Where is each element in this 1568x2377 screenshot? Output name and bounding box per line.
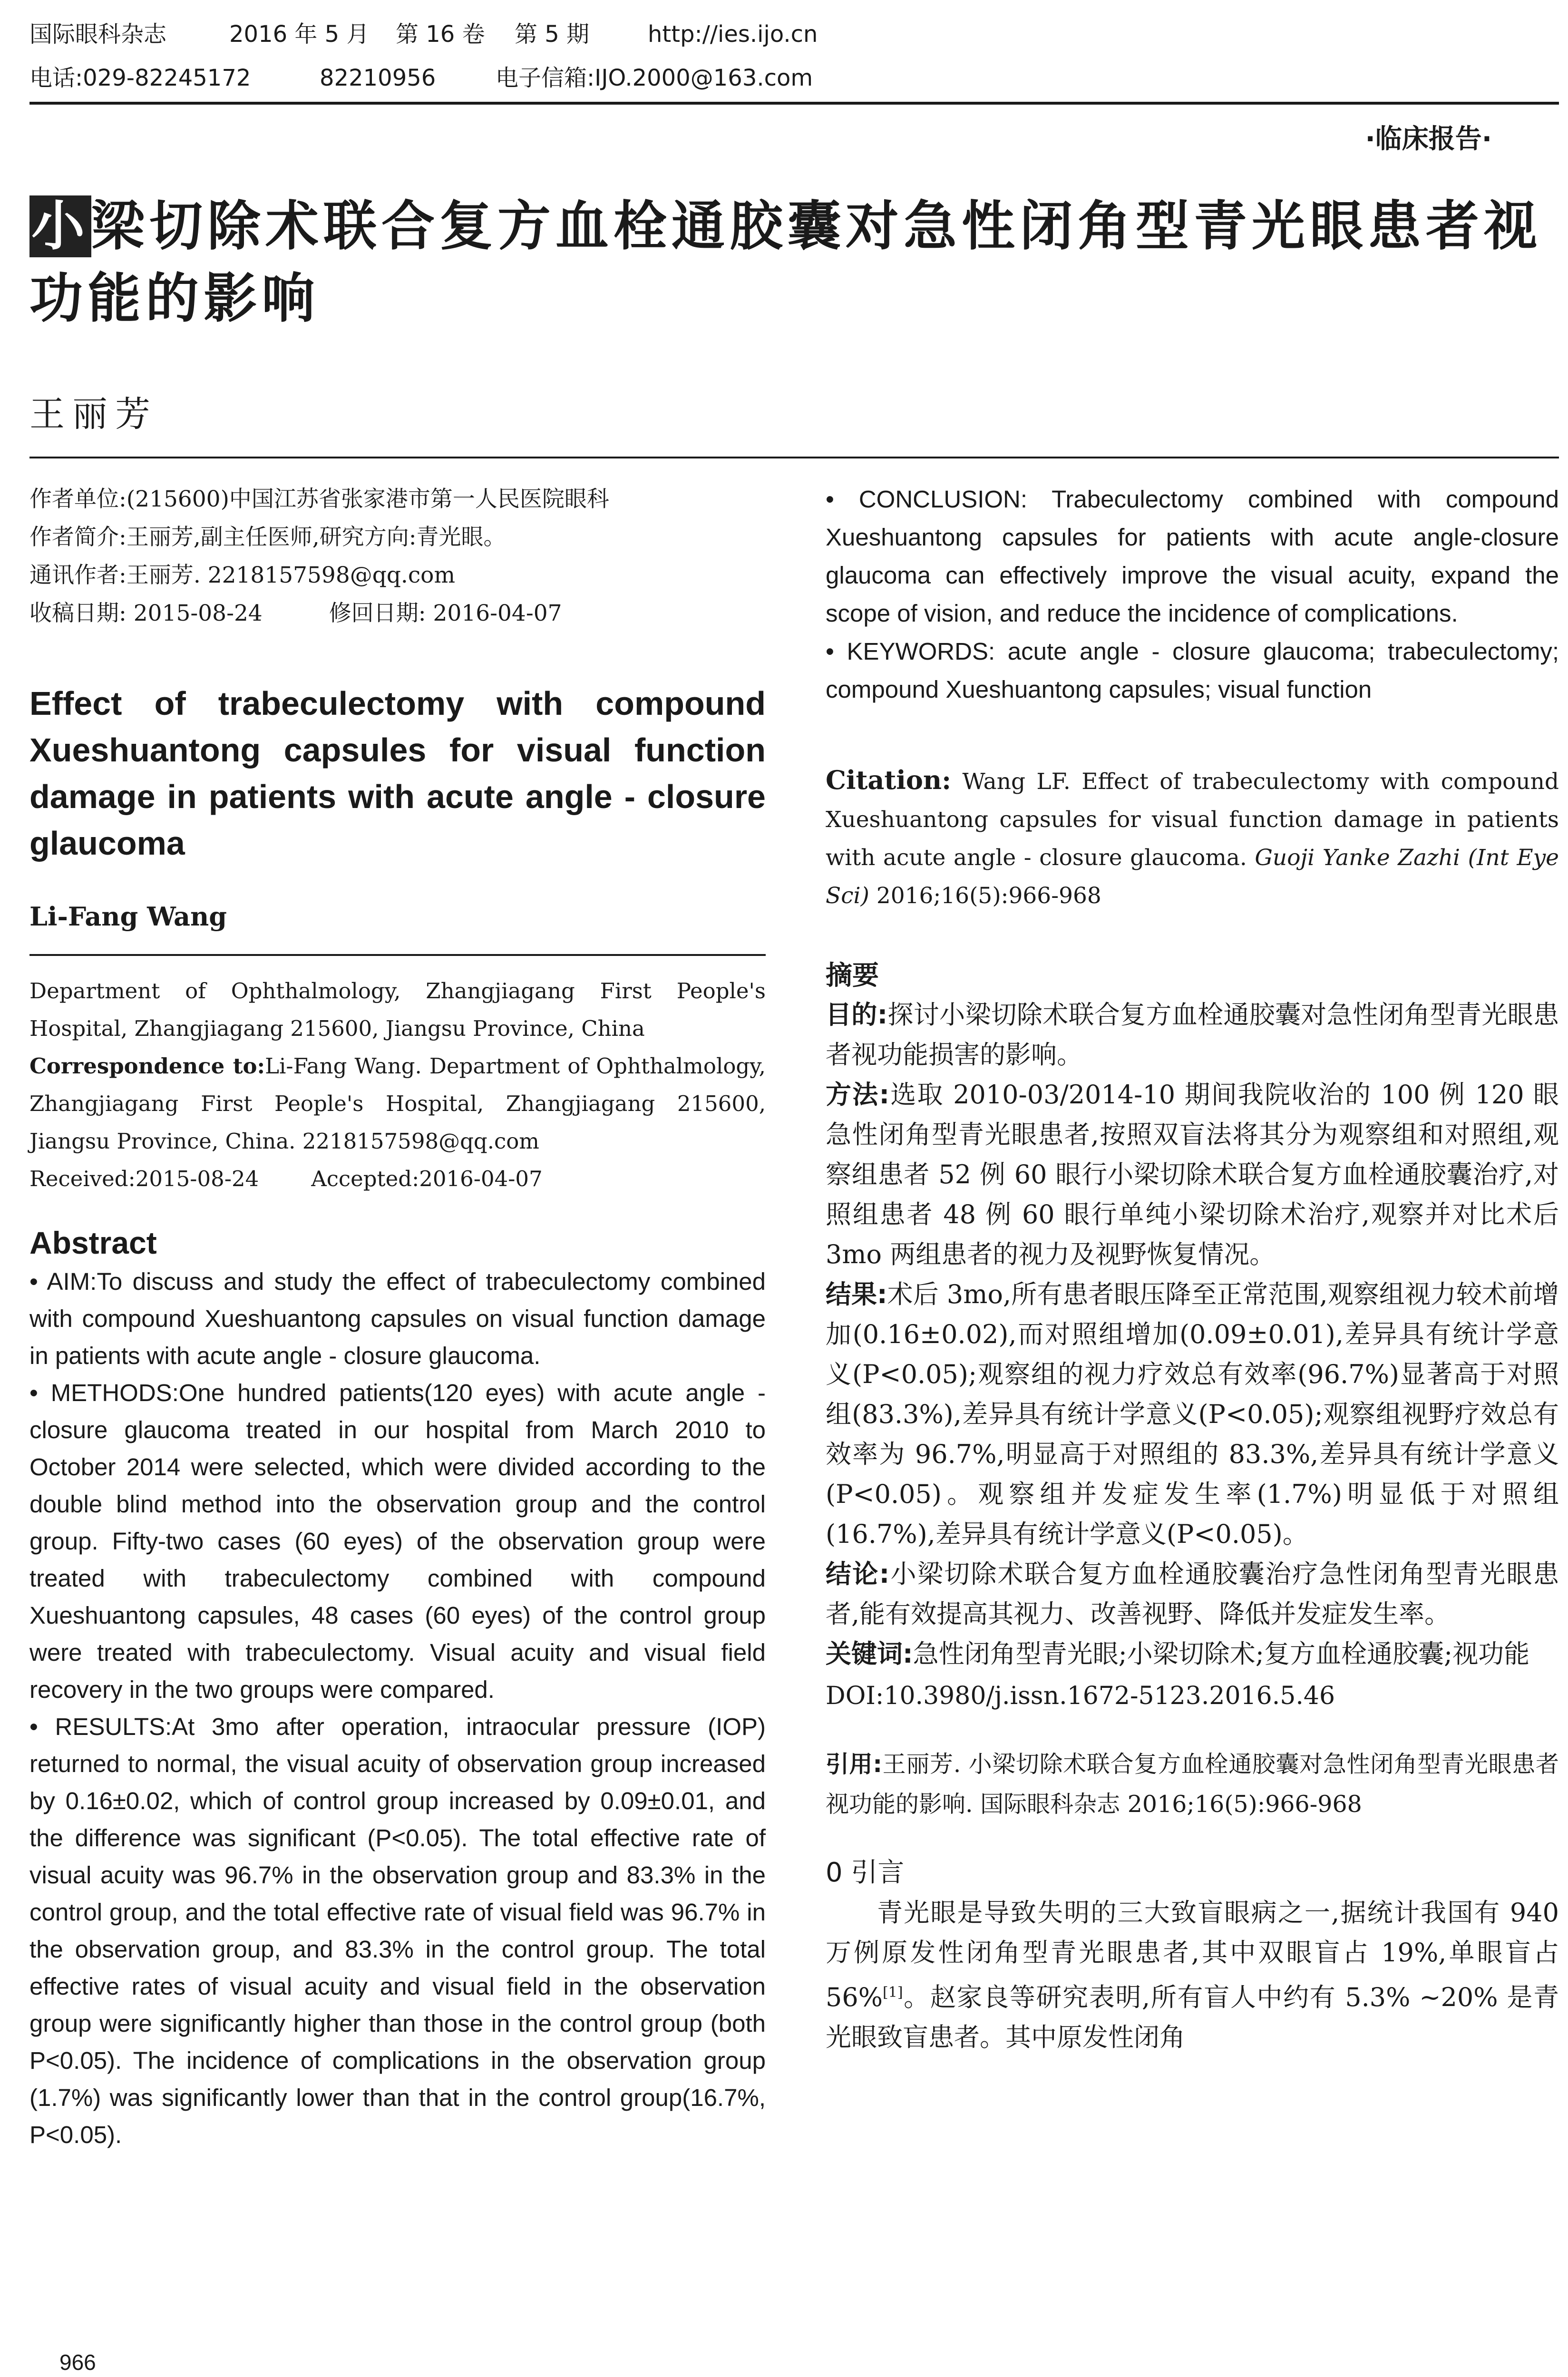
received-date-en: Received:2015-08-24	[29, 1166, 259, 1191]
journal-email: 电子信箱:IJO.2000@163.com	[496, 65, 813, 91]
affiliation-block	[29, 972, 766, 1198]
header-rule	[29, 102, 1559, 105]
left-column	[29, 480, 766, 2153]
accepted-date-en: Accepted:2016-04-07	[311, 1166, 543, 1191]
keywords-text-cn: 急性闭角型青光眼;小梁切除术;复方血栓通胶囊;视功能	[913, 1639, 1530, 1669]
issue-number: 第 5 期	[515, 21, 590, 48]
citation-text: Wang LF. Effect of trabeculectomy with compound Xueshuantong capsules for visual function damage in patients with acute angle - closure glaucoma.	[826, 769, 1559, 871]
keywords-label-cn: 关键词:	[826, 1639, 913, 1669]
abstract-cn-results	[826, 1275, 1559, 1554]
abstract-results: • RESULTS:At 3mo after operation, intraocular pressure (IOP) returned to normal, the visual acuity of observation group increased by 0.16±0.02, which of control group increased by 0.09±0.01, and the difference was significant (P<0.05). The total effective rate of visual acuity was 96.7% in the observation group and 83.3% in the control group, and the total effective rate of visual field was 96.7% in the observation group, and 83.3% in the control group. The total effective rates of visual acuity and visual field in the observation group were significantly higher than those in the control group (both P<0.05). The incidence of complications in the observation group (1.7%) was significantly lower than that in the control group(16.7%, P<0.05).	[29, 1713, 766, 2148]
journal-phone-2: 82210956	[320, 65, 436, 91]
abstract-cn-methods	[826, 1075, 1559, 1275]
page-number: 966	[59, 2350, 96, 2375]
correspondence-en	[29, 1047, 766, 1160]
abstract-aim: • AIM:To discuss and study the effect of trabeculectomy combined with compound Xueshuantong capsules on visual function damage in patients with acute angle - closure glaucoma.	[29, 1268, 766, 1369]
citation-cn	[826, 1744, 1559, 1824]
citation-label: Citation:	[826, 765, 952, 795]
issue-date: 2016 年 5 月	[229, 21, 370, 48]
abstract-cn-heading: 摘要	[826, 960, 879, 991]
abstract-conclusion: • CONCLUSION: Trabeculectomy combined with compound Xueshuantong capsules for patients with acute angle-closure glaucoma can effectively improve the visual acuity, expand the scope of vision, and reduce the incidence of complications.	[826, 486, 1559, 627]
corresponding-author: 通讯作者:王丽芳. 2218157598@qq.com	[29, 562, 456, 588]
section-tag: ·临床报告·	[1365, 124, 1492, 155]
intro-text-1: 青光眼是导致失明的三大致盲眼病之一,据统计我国有 940 万例原发性闭角型青光眼患者,其中双眼盲占 19%,单眼盲占 56%	[826, 1898, 1559, 2012]
title-rule	[29, 457, 1559, 458]
methods-label-cn: 方法:	[826, 1080, 890, 1110]
journal-name: 国际眼科杂志	[29, 21, 167, 48]
citation-volume: 2016;16(5):966-968	[869, 883, 1101, 909]
journal-phone: 电话:029-82245172	[29, 65, 251, 91]
title-rest: 梁切除术联合复方血栓通胶囊对急性闭角型青光眼患者视功能的影响	[29, 195, 1542, 330]
abstract-cn-conclusion	[826, 1554, 1559, 1634]
citation-en	[826, 761, 1559, 915]
intro-heading: 0 引言	[826, 1857, 905, 1888]
affiliation-en: Department of Ophthalmology, Zhangjiagang First People's Hospital, Zhangjiagang 215600, Jiangsu Province, China	[29, 978, 766, 1041]
author-en: Li-Fang Wang	[29, 901, 227, 932]
intro-text-2: 。赵家良等研究表明,所有盲人中约有 5.3% ~20% 是青光眼致盲患者。其中原发性闭角	[826, 1982, 1559, 2052]
results-label-cn: 结果:	[826, 1279, 887, 1309]
author-bio: 作者简介:王丽芳,副主任医师,研究方向:青光眼。	[29, 524, 506, 550]
received-date-cn: 收稿日期: 2015-08-24	[29, 600, 263, 626]
article-title-cn	[29, 190, 1559, 335]
title-first-char: 小	[29, 195, 91, 257]
methods-text-cn: 选取 2010-03/2014-10 期间我院收治的 100 例 120 眼急性闭角型青光眼患者,按照双盲法将其分为观察组和对照组,观察组患者 52 例 60 眼行小梁切除术联合复方血栓通胶囊治疗,对照组患者 48 例 60 眼行单纯小梁切除术治疗,观察并对比术后 3mo 两组患者的视力及视野恢复情况。	[826, 1080, 1559, 1269]
citation-cn-text: 王丽芳. 小梁切除术联合复方血栓通胶囊对急性闭角型青光眼患者视功能的影响. 国际眼科杂志 2016;16(5):966-968	[826, 1751, 1559, 1818]
abstract-heading: Abstract	[29, 1225, 157, 1260]
citation-journal: Guoji Yanke Zazhi (Int Eye Sci)	[826, 845, 1559, 909]
citation-cn-label: 引用:	[826, 1751, 882, 1778]
aim-label-cn: 目的:	[826, 1000, 888, 1030]
correspondence-text: Li-Fang Wang. Department of Ophthalmology, Zhangjiagang First People's Hospital, Zhangjiagang 215600, Jiangsu Province, China. 2218157598@qq.com	[29, 1053, 766, 1154]
doi: DOI:10.3980/j.issn.1672-5123.2016.5.46	[826, 1682, 1335, 1710]
correspondence-label: Correspondence to:	[29, 1053, 265, 1079]
dates-cn	[29, 594, 766, 633]
journal-url: http://ies.ijo.cn	[648, 21, 818, 48]
author-rule	[29, 954, 766, 956]
revised-date-cn: 修回日期: 2016-04-07	[329, 600, 562, 626]
author-cn: 王丽芳	[29, 394, 158, 435]
right-column	[826, 480, 1559, 2057]
intro-reference: [1]	[883, 1984, 903, 2001]
abstract-cn-keywords	[826, 1634, 1559, 1674]
dates-en	[29, 1160, 766, 1198]
abstract-cn-aim	[826, 995, 1559, 1075]
intro-paragraph	[826, 1893, 1559, 2057]
article-title-en: Effect of trabeculectomy with compound Xueshuantong capsules for visual function damage in patients with acute angle - closure glaucoma	[29, 685, 766, 862]
volume: 第 16 卷	[396, 21, 485, 48]
author-unit: 作者单位:(215600)中国江苏省张家港市第一人民医院眼科	[29, 486, 609, 512]
conclusion-label-cn: 结论:	[826, 1559, 890, 1589]
results-text-cn: 术后 3mo,所有患者眼压降至正常范围,观察组视力较术前增加(0.16±0.02),而对照组增加(0.09±0.01),差异具有统计学意义(P<0.05);观察组的视力疗效总有效率(96.7%)显著高于对照组(83.3%),差异具有统计学意义(P<0.05);观察组视野疗效总有效率为 96.7%,明显高于对照组的 83.3%,差异具有统计学意义(P<0.05)。观察组并发症发生率(1.7%)明显低于对照组(16.7%),差异具有统计学意义(P<0.05)。	[826, 1279, 1559, 1549]
aim-text-cn: 探讨小梁切除术联合复方血栓通胶囊对急性闭角型青光眼患者视功能损害的影响。	[826, 1000, 1559, 1070]
abstract-methods: • METHODS:One hundred patients(120 eyes) with acute angle - closure glaucoma treated in our hospital from March 2010 to October 2014 were selected, which were divided according to the double blind method into the observation group and the control group. Fifty-two cases (60 eyes) of the observation group were treated with trabeculectomy combined with compound Xueshuantong capsules, 48 cases (60 eyes) of the control group were treated with trabeculectomy. Visual acuity and visual field recovery in the two groups were compared.	[29, 1379, 766, 1703]
conclusion-text-cn: 小梁切除术联合复方血栓通胶囊治疗急性闭角型青光眼患者,能有效提高其视力、改善视野、降低并发症发生率。	[826, 1559, 1559, 1629]
abstract-keywords: • KEYWORDS: acute angle - closure glaucoma; trabeculectomy; compound Xueshuantong capsules; visual function	[826, 638, 1559, 703]
